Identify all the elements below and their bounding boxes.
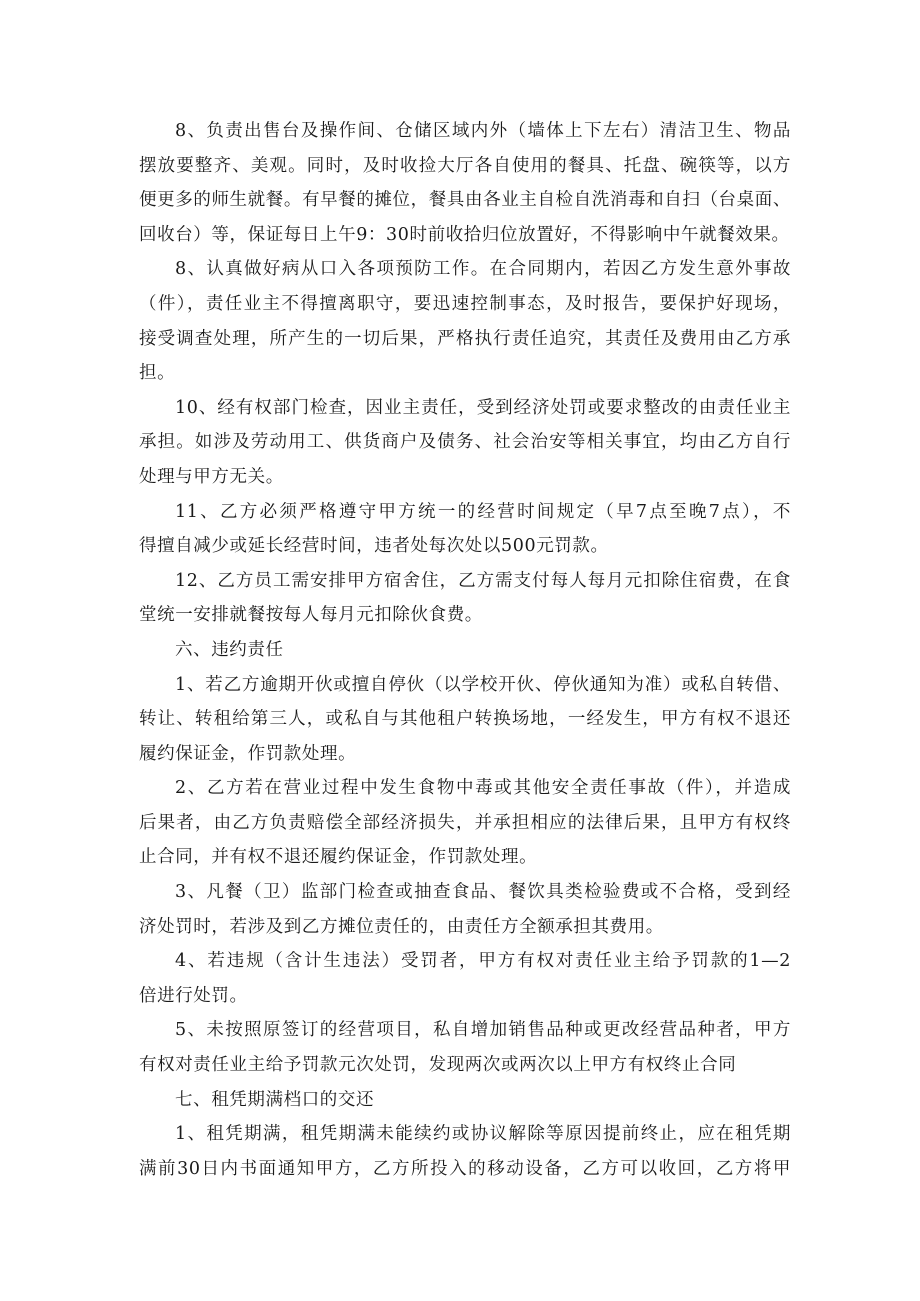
text-line: 10、经有权部门检查，因业主责任，受到经济处罚或要求整改的由责任业主: [175, 397, 791, 418]
text-line: （件），责任业主不得擅离职守，要迅速控制事态，及时报告，要保护好现场，: [139, 293, 791, 314]
text-line: 承担。如涉及劳动用工、供货商户及债务、社会治安等相关事宜，均由乙方自行: [139, 432, 791, 453]
text-line: 1、租凭期满，租凭期满未能续约或协议解除等原因提前终止，应在租凭期: [175, 1124, 791, 1145]
text-line: 接受调查处理，所产生的一切后果，严格执行责任追究，其责任及费用由乙方承: [139, 328, 791, 349]
text-line: 12、乙方员工需安排甲方宿舍住，乙方需支付每人每月元扣除住宿费，在食: [175, 570, 791, 591]
text-line: 8、认真做好病从口入各项预防工作。在合同期内，若因乙方发生意外事故: [175, 259, 791, 280]
text-line: 得擅自减少或延长经营时间，违者处每次处以500元罚款。: [139, 536, 609, 557]
text-line: 3、凡餐（卫）监部门检查或抽查食品、餐饮具类检验费或不合格，受到经: [175, 882, 791, 903]
text-line: 摆放要整齐、美观。同时，及时收捡大厅各自使用的餐具、托盘、碗筷等，以方: [139, 155, 791, 176]
text-line: 便更多的师生就餐。有早餐的摊位，餐具由各业主自检自洗消毒和自扫（台桌面、: [139, 190, 791, 211]
text-line: 堂统一安排就餐按每人每月元扣除伙食费。: [139, 605, 483, 626]
text-line: 后果者，由乙方负责赔偿全部经济损失，并承担相应的法律后果，且甲方有权终: [139, 812, 791, 833]
text-line: 5、未按照原签订的经营项目，私自增加销售品种或更改经营品种者，甲方: [175, 1020, 791, 1041]
text-line: 止合同，并有权不退还履约保证金，作罚款处理。: [139, 847, 538, 868]
text-line: 担。: [139, 363, 176, 384]
text-line: 2、乙方若在营业过程中发生食物中毒或其他安全责任事故（件），并造成: [175, 778, 791, 799]
text-line: 转让、转租给第三人，或私自与其他租户转换场地，一经发生，甲方有权不退还: [139, 709, 791, 730]
text-line: 济处罚时，若涉及到乙方摊位责任的，由责任方全额承担其费用。: [139, 916, 664, 937]
text-line: 履约保证金，作罚款处理。: [139, 743, 357, 764]
contract-text-body: [139, 114, 791, 1186]
text-line: 七、租凭期满档口的交还: [175, 1089, 375, 1110]
text-line: 1、若乙方逾期开伙或擅自停伙（以学校开伙、停伙通知为准）或私自转借、: [175, 674, 791, 695]
text-line: 有权对责任业主给予罚款元次处罚，发现两次或两次以上甲方有权终止合同: [139, 1055, 737, 1076]
text-line: 处理与甲方无关。: [139, 466, 284, 487]
text-line: 满前30日内书面通知甲方，乙方所投入的移动设备，乙方可以收回，乙方将甲: [139, 1158, 791, 1179]
text-line: 8、负责出售台及操作间、仓储区域内外（墙体上下左右）清洁卫生、物品: [175, 121, 791, 141]
text-line: 4、若违规（含计生违法）受罚者，甲方有权对责任业主给予罚款的1—2: [175, 951, 791, 972]
text-line: 倍进行处罚。: [139, 985, 248, 1006]
text-line: 11、乙方必须严格遵守甲方统一的经营时间规定（早7点至晚7点），不: [175, 501, 791, 522]
text-line: 六、违约责任: [175, 639, 284, 660]
text-line: 回收台）等，保证每日上午9：30时前收拾归位放置好，不得影响中午就餐效果。: [139, 224, 790, 245]
